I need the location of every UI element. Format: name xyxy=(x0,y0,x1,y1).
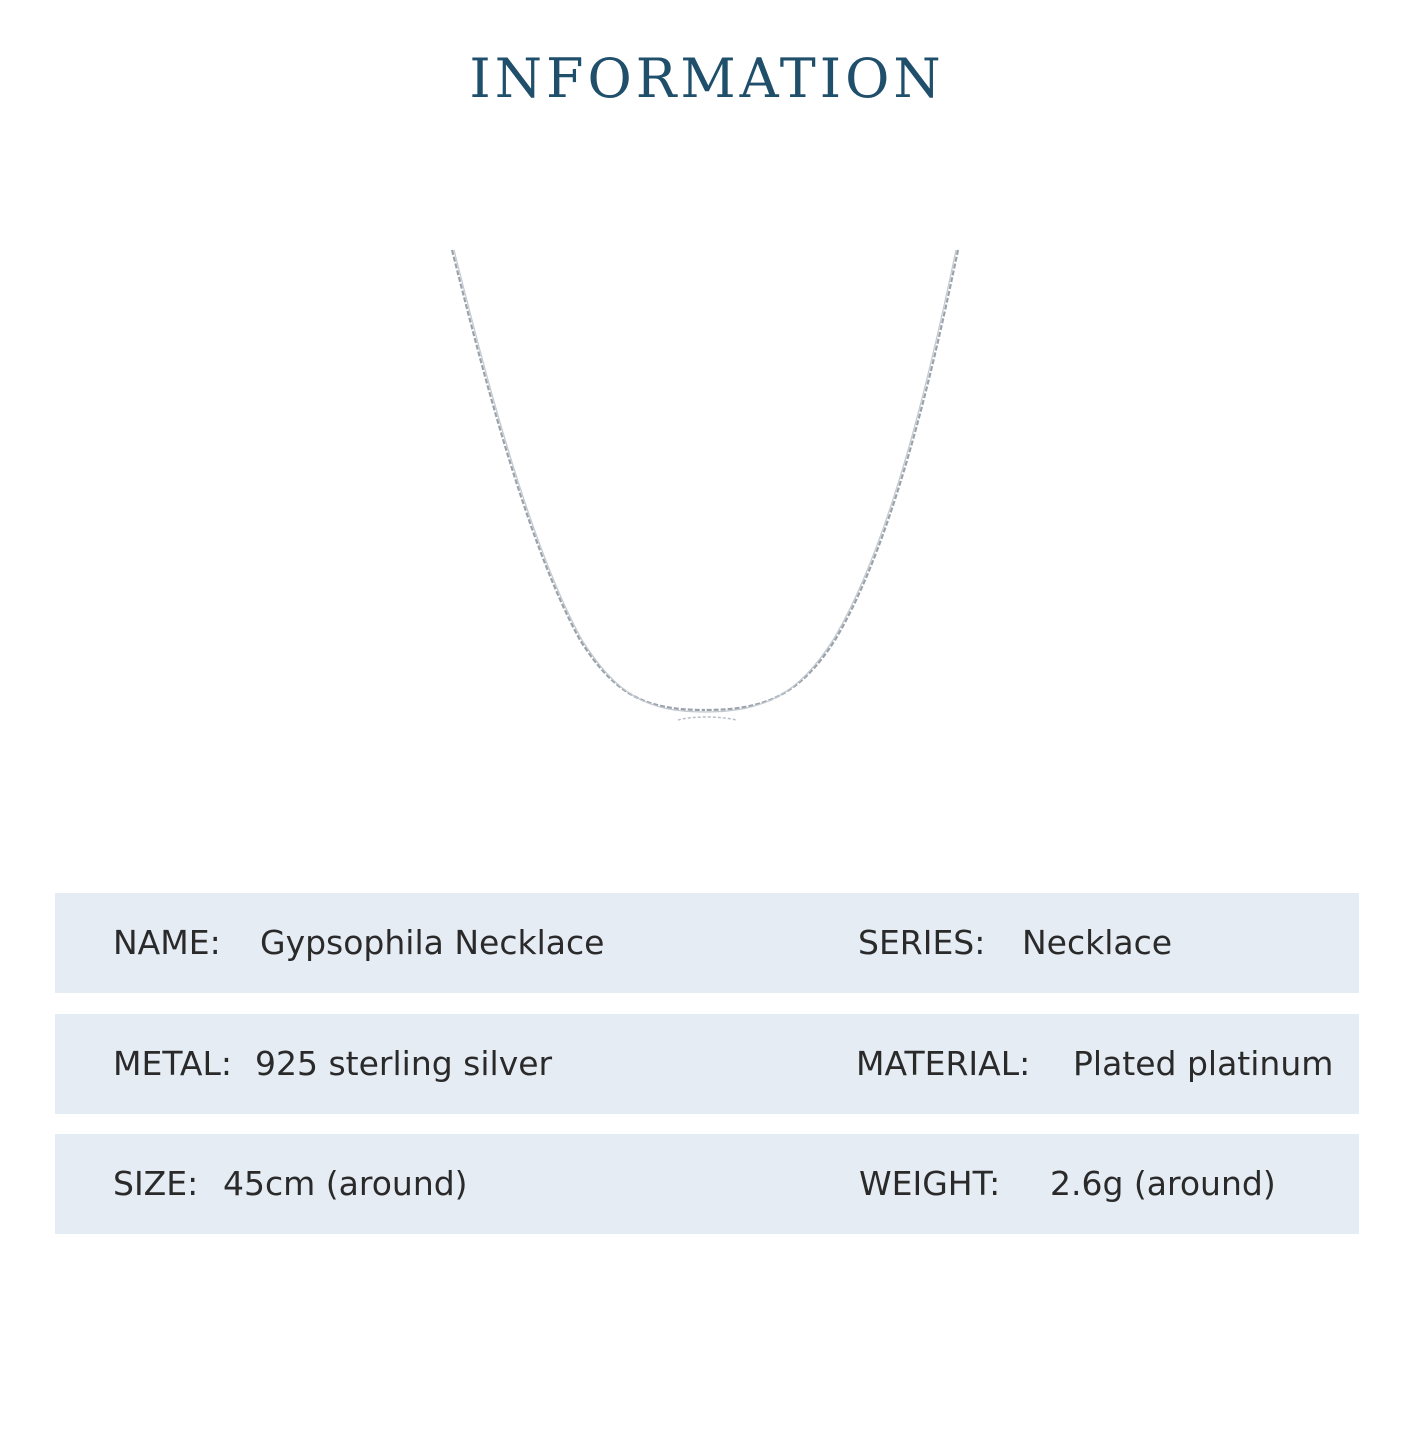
necklace-chain-icon xyxy=(440,240,970,740)
material-value: Plated platinum xyxy=(1073,1044,1334,1083)
name-label: NAME: xyxy=(113,923,221,962)
material-label: MATERIAL: xyxy=(856,1044,1031,1083)
metal-label: METAL: xyxy=(113,1044,232,1083)
info-row-metal-material xyxy=(55,1014,1359,1114)
series-value: Necklace xyxy=(1022,923,1173,962)
page-title: INFORMATION xyxy=(469,47,945,110)
weight-label: WEIGHT: xyxy=(859,1164,1001,1203)
size-label: SIZE: xyxy=(113,1164,199,1203)
name-value: Gypsophila Necklace xyxy=(260,923,605,962)
info-row-name-series xyxy=(55,893,1359,993)
size-value: 45cm (around) xyxy=(223,1164,468,1203)
series-label: SERIES: xyxy=(858,923,986,962)
weight-value: 2.6g (around) xyxy=(1050,1164,1276,1203)
metal-value: 925 sterling silver xyxy=(255,1044,553,1083)
info-row-size-weight xyxy=(55,1134,1359,1234)
